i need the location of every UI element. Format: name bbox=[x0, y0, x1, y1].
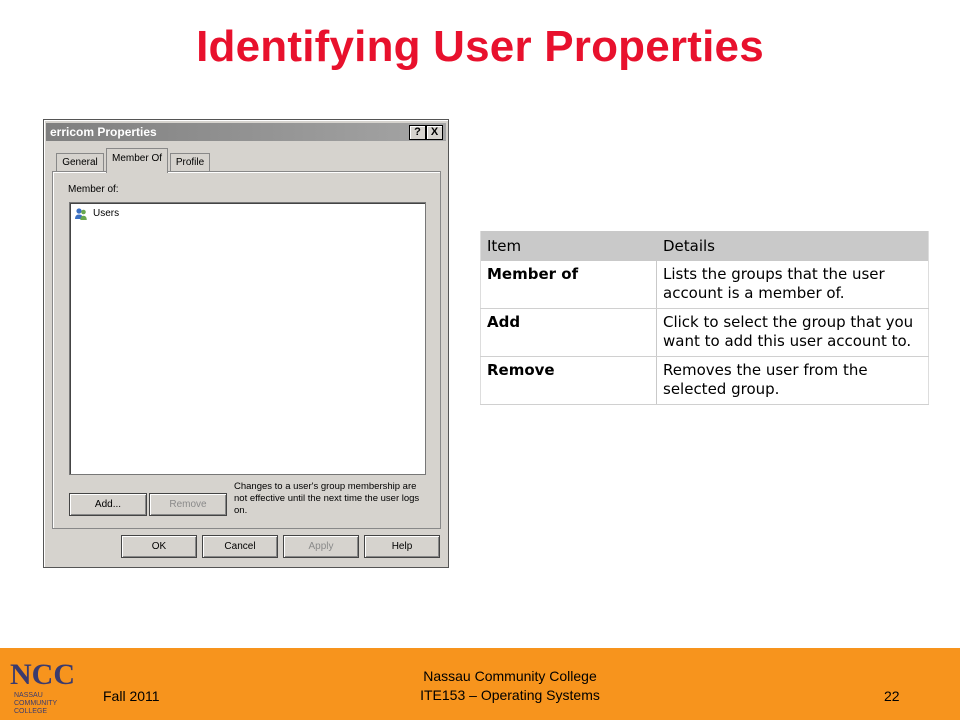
table-header-item: Item bbox=[481, 231, 657, 261]
properties-table bbox=[480, 231, 929, 405]
close-title-button[interactable]: X bbox=[426, 125, 443, 140]
groups-listbox[interactable] bbox=[69, 202, 426, 475]
page-number: 22 bbox=[884, 688, 900, 704]
properties-dialog bbox=[43, 119, 449, 568]
remove-button[interactable]: Remove bbox=[149, 493, 227, 516]
apply-button[interactable]: Apply bbox=[283, 535, 359, 558]
member-of-panel bbox=[52, 171, 441, 529]
membership-note: Changes to a user's group membership are not effective until the next time the user logs on. bbox=[234, 481, 420, 516]
ok-button[interactable]: OK bbox=[121, 535, 197, 558]
footer-college: Nassau Community College bbox=[423, 668, 597, 684]
table-cell-details: Removes the user from the selected group. bbox=[657, 357, 929, 405]
footer-course: ITE153 – Operating Systems bbox=[420, 687, 600, 703]
add-button[interactable]: Add... bbox=[69, 493, 147, 516]
logo-line-1: NASSAU bbox=[14, 692, 43, 699]
table-header-details: Details bbox=[657, 231, 929, 261]
help-title-button[interactable]: ? bbox=[409, 125, 426, 140]
dialog-title: erricom Properties bbox=[50, 125, 157, 139]
footer-semester: Fall 2011 bbox=[103, 688, 160, 704]
slide-title: Identifying User Properties bbox=[196, 22, 764, 71]
table-cell-details: Click to select the group that you want to add this user account to. bbox=[657, 309, 929, 357]
table-cell-item: Member of bbox=[481, 261, 657, 309]
table-row bbox=[481, 309, 929, 357]
table-cell-item: Remove bbox=[481, 357, 657, 405]
logo-line-2: COMMUNITY bbox=[14, 700, 58, 707]
cancel-button[interactable]: Cancel bbox=[202, 535, 278, 558]
table-cell-details: Lists the groups that the user account is a member of. bbox=[657, 261, 929, 309]
logo-letters: NCC bbox=[10, 658, 75, 691]
dialog-title-bar bbox=[46, 123, 446, 141]
member-of-label: Member of: bbox=[68, 184, 119, 195]
help-button[interactable]: Help bbox=[364, 535, 440, 558]
tab-profile[interactable]: Profile bbox=[170, 153, 210, 172]
footer-course-info bbox=[340, 667, 680, 705]
list-item-label: Users bbox=[93, 208, 120, 219]
tab-general[interactable]: General bbox=[56, 153, 104, 172]
logo-line-3: COLLEGE bbox=[14, 708, 48, 715]
college-logo bbox=[8, 654, 80, 716]
table-cell-item: Add bbox=[481, 309, 657, 357]
table-row bbox=[481, 261, 929, 309]
slide-footer bbox=[0, 648, 960, 720]
group-icon bbox=[74, 207, 88, 221]
tab-member-of[interactable]: Member Of bbox=[106, 148, 168, 173]
table-row bbox=[481, 357, 929, 405]
list-item[interactable] bbox=[74, 207, 119, 221]
table-header-row bbox=[481, 231, 929, 261]
